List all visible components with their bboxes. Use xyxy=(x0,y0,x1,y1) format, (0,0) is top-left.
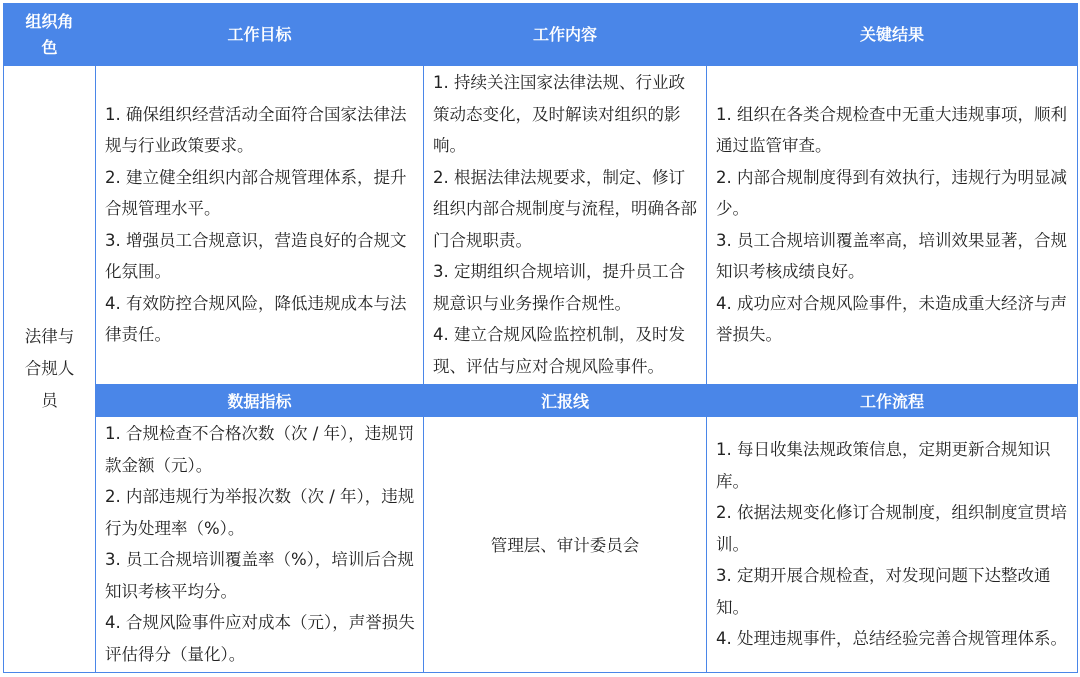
result-item: 1. 组织在各类合规检查中无重大违规事项，顺利通过监管审查。 xyxy=(716,104,1067,156)
header-goal: 工作目标 xyxy=(96,4,424,66)
metric-item: 3. 员工合规培训覆盖率（%），培训后合规知识考核平均分。 xyxy=(105,550,414,601)
result-item: 2. 内部合规制度得到有效执行，违规行为明显减少。 xyxy=(716,167,1067,219)
contents-cell xyxy=(424,66,707,384)
role-table xyxy=(3,3,1078,673)
header-result: 关键结果 xyxy=(707,4,1078,66)
process-item: 4. 处理违规事件，总结经验完善合规管理体系。 xyxy=(716,629,1067,649)
header-content: 工作内容 xyxy=(424,4,707,66)
metric-item: 1. 合规检查不合格次数（次 / 年），违规罚款金额（元）。 xyxy=(105,424,415,475)
role-cell: 法律与合规人员 xyxy=(4,66,96,673)
content-item: 1. 持续关注国家法律法规、行业政策动态变化，及时解读对组织的影响。 xyxy=(433,73,685,156)
goal-item: 1. 确保组织经营活动全面符合国家法律法规与行业政策要求。 xyxy=(105,104,407,156)
header-role: 组织角色 xyxy=(4,4,96,66)
header-process: 工作流程 xyxy=(707,384,1078,416)
goal-item: 3. 增强员工合规意识，营造良好的合规文化氛围。 xyxy=(105,230,407,282)
process-item: 3. 定期开展合规检查，对发现问题下达整改通知。 xyxy=(716,566,1051,617)
report-line-cell: 管理层、审计委员会 xyxy=(424,416,707,672)
results-cell xyxy=(707,66,1078,384)
process-cell xyxy=(707,416,1078,672)
content-item: 3. 定期组织合规培训，提升员工合规意识与业务操作合规性。 xyxy=(433,262,685,313)
goal-item: 4. 有效防控合规风险，降低违规成本与法律责任。 xyxy=(105,293,407,345)
process-item: 1. 每日收集法规政策信息，定期更新合规知识库。 xyxy=(716,440,1051,491)
result-item: 4. 成功应对合规风险事件，未造成重大经济与声誉损失。 xyxy=(716,293,1067,345)
content-item: 4. 建立合规风险监控机制，及时发现、评估与应对合规风险事件。 xyxy=(433,325,685,376)
process-item: 2. 依据法规变化修订合规制度，组织制度宣贯培训。 xyxy=(716,503,1067,554)
header-metrics: 数据指标 xyxy=(96,384,424,416)
goal-item: 2. 建立健全组织内部合规管理体系，提升合规管理水平。 xyxy=(105,167,407,219)
metrics-cell xyxy=(96,416,424,672)
metric-item: 4. 合规风险事件应对成本（元），声誉损失评估得分（量化）。 xyxy=(105,613,415,664)
result-item: 3. 员工合规培训覆盖率高，培训效果显著，合规知识考核成绩良好。 xyxy=(716,230,1067,282)
metric-item: 2. 内部违规行为举报次数（次 / 年），违规行为处理率（%）。 xyxy=(105,487,415,538)
content-item: 2. 根据法律法规要求，制定、修订组织内部合规制度与流程，明确各部门合规职责。 xyxy=(433,167,697,250)
goals-cell xyxy=(96,66,424,384)
header-report: 汇报线 xyxy=(424,384,707,416)
